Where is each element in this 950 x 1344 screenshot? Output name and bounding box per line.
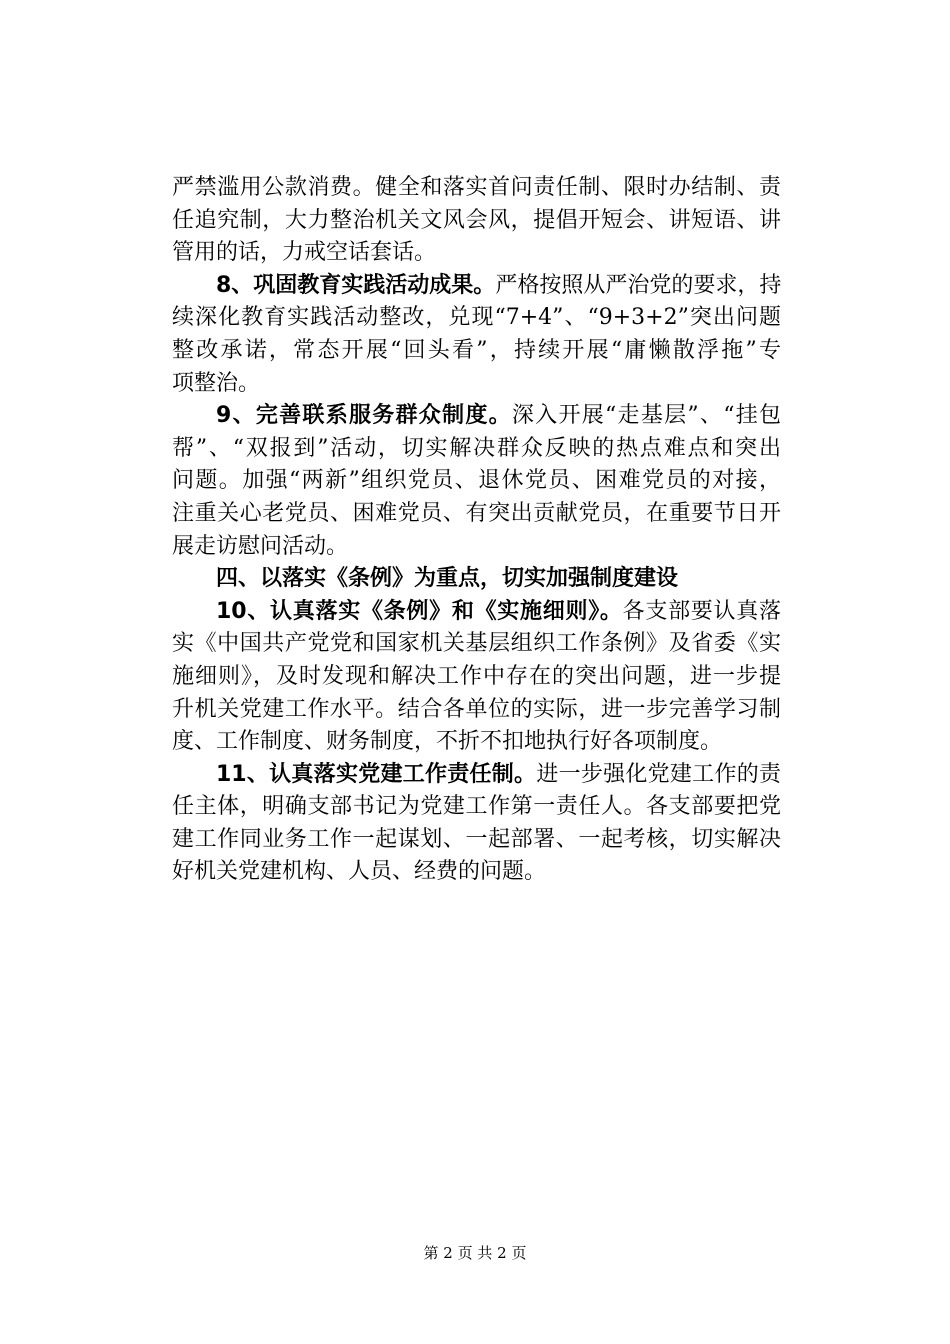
text-line: 严禁滥用公款消费。健全和落实首问责任制、限时办结制、责 (172, 175, 781, 200)
text-line: 问题。加强“两新”组织党员、退休党员、困难党员的对接， (172, 468, 781, 494)
text-line: 施细则》，及时发现和解决工作中存在的突出问题，进一步提 (172, 663, 781, 689)
text-line: 任主体，明确支部书记为党建工作第一责任人。各支部要把党 (172, 794, 781, 820)
item-9-heading: 9、完善联系服务群众制度。 (216, 403, 512, 429)
item-11-heading: 11、认真落实党建工作责任制。 (216, 761, 537, 787)
section-heading-4 (172, 563, 781, 596)
item-10-text: 各支部要认真落 (622, 598, 781, 624)
text-line: 展走访慰问活动。 (172, 533, 349, 559)
page-number-footer: 第 2 页 共 2 页 (423, 1244, 527, 1262)
item-9-text: 深入开展“走基层”、“挂包 (511, 403, 781, 429)
document-body (172, 172, 781, 889)
text-line: 实《中国共产党党和国家机关基层组织工作条例》及省委《实 (172, 631, 781, 657)
text-line: 注重关心老党员、困难党员、有突出贡献党员，在重要节日开 (172, 500, 781, 526)
text-line: 任追究制，大力整治机关文风会风，提倡开短会、讲短语、讲 (172, 207, 781, 233)
item-8-text: 严格按照从严治党的要求，持 (495, 272, 782, 298)
text-line: 整改承诺，常态开展“回头看”，持续开展“庸懒散浮拖”专 (172, 337, 781, 363)
item-10-heading: 10、认真落实《条例》和《实施细则》。 (216, 598, 623, 624)
text-line: 续深化教育实践活动整改，兑现“7+4”、“9+3+2”突出问题 (172, 305, 781, 331)
item-10-first-line (172, 596, 781, 629)
item-11-text: 进一步强化党建工作的责 (536, 761, 781, 787)
section-heading-text: 四、以落实《条例》为重点，切实加强制度建设 (216, 566, 679, 592)
item-11-first-line (172, 759, 781, 792)
text-line: 好机关党建机构、人员、经费的问题。 (172, 859, 547, 885)
text-line: 管用的话，力戒空话套话。 (172, 240, 437, 266)
text-line: 帮”、“双报到”活动，切实解决群众反映的热点难点和突出 (172, 435, 781, 461)
text-line: 项整治。 (172, 370, 261, 396)
text-line: 度、工作制度、财务制度，不折不扣地执行好各项制度。 (172, 729, 723, 755)
text-line: 升机关党建工作水平。结合各单位的实际，进一步完善学习制 (172, 696, 781, 722)
text-line: 建工作同业务工作一起谋划、一起部署、一起考核，切实解决 (172, 826, 781, 852)
item-8-heading: 8、巩固教育实践活动成果。 (216, 272, 496, 298)
item-9-first-line (172, 400, 781, 433)
item-8-first-line (172, 270, 781, 303)
